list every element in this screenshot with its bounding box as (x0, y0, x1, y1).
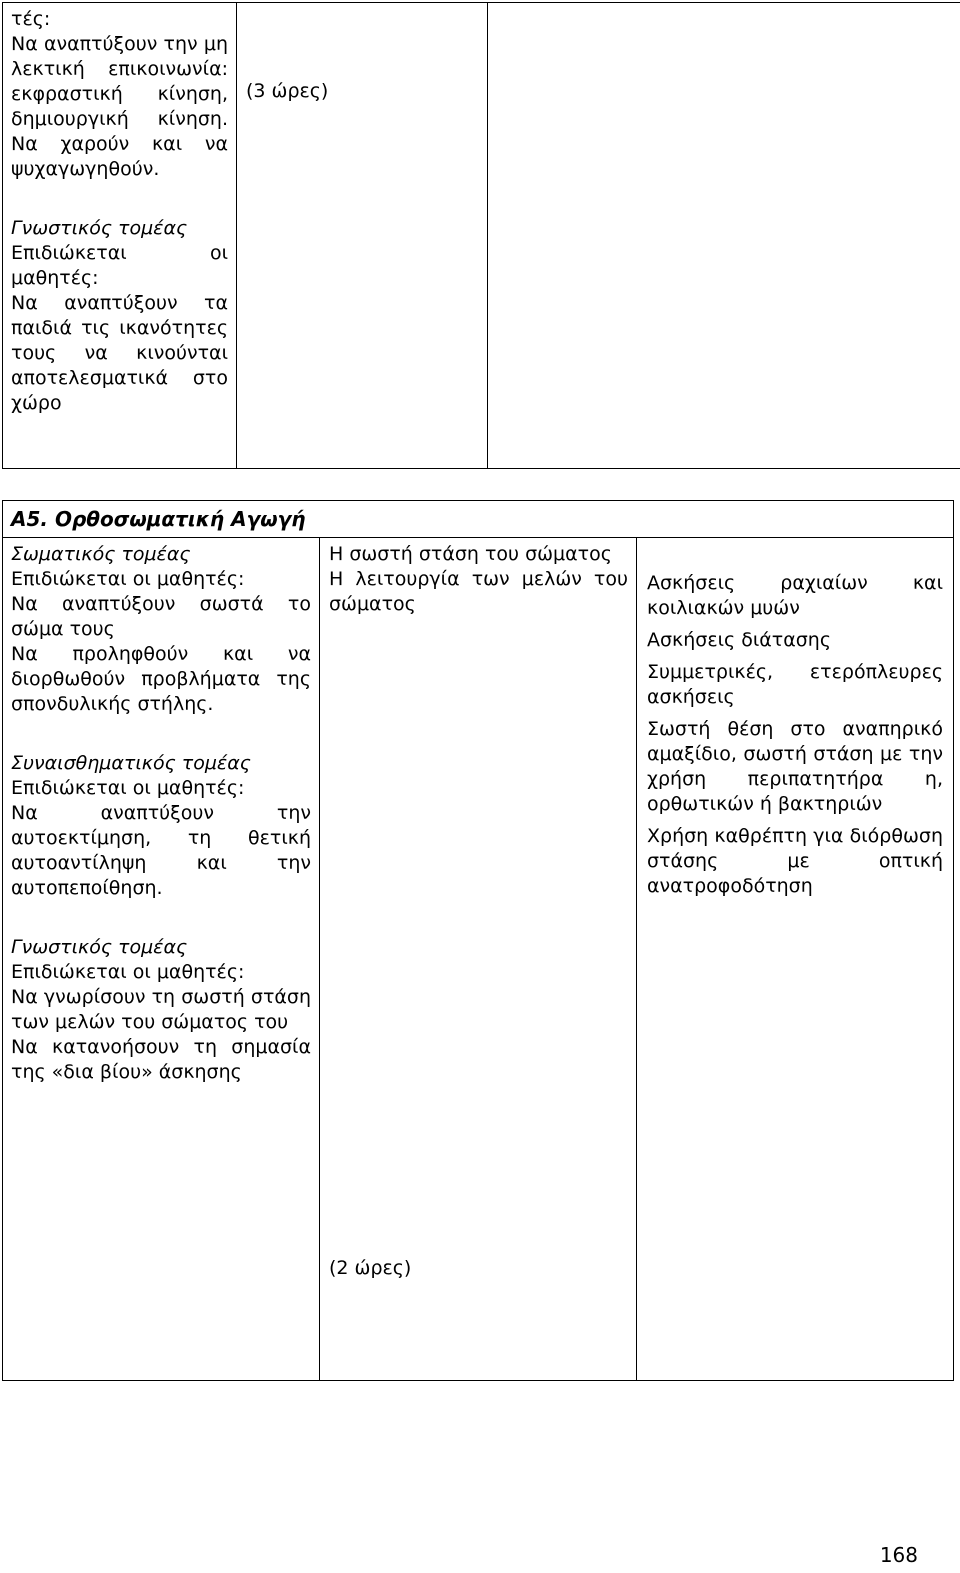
table-row (3, 538, 954, 1381)
activity-item: Συμμετρικές, ετερόπλευρες ασκήσεις (647, 661, 943, 708)
section-heading-row (3, 501, 954, 538)
objective-paragraph: Να αναπτύξουν σωστά το σώμα τους (11, 593, 311, 640)
objective-paragraph: Επιδιώκεται οι μαθητές: (11, 242, 228, 289)
objective-paragraph: Σωματικός τομέας (11, 543, 191, 565)
content-item: Η σωστή στάση του σώματος (329, 543, 612, 565)
curriculum-table-top (2, 2, 960, 469)
section-heading: Α5. Ορθοσωματική Αγωγή (3, 501, 954, 538)
activity-item: Ασκήσεις ραχιαίων και κοιλιακών μυών (647, 572, 943, 619)
objective-paragraph: Γνωστικός τομέας (11, 936, 188, 958)
objective-paragraph: Να γνωρίσουν τη σωστή στάση των μελών του σώματος του (11, 986, 311, 1033)
objective-paragraph: Επιδιώκεται οι μαθητές: (11, 777, 245, 799)
page-number: 168 (879, 1543, 918, 1567)
curriculum-table-bottom (2, 500, 954, 1381)
hours-label: (3 ώρες) (246, 80, 329, 102)
hours-label: (2 ώρες) (329, 1257, 412, 1279)
table-row (3, 3, 960, 469)
objective-paragraph: Επιδιώκεται οι μαθητές: (11, 961, 245, 983)
activity-item: Ασκήσεις διάτασης (647, 629, 831, 651)
objective-paragraph: Να προληφθούν και να διορθωθούν προβλήματα της σπονδυλικής στήλης. (11, 643, 311, 715)
objectives-cell (3, 3, 237, 469)
activities-cell (637, 538, 954, 1381)
objective-paragraph: Επιδιώκεται οι μαθητές: (11, 568, 245, 590)
objectives-cell (3, 538, 320, 1381)
objective-paragraph: Γνωστικός τομέας (11, 217, 188, 239)
activity-item: Χρήση καθρέπτη για διόρθωση στάσης με οπτική ανατροφοδότηση (647, 825, 943, 897)
objective-paragraph: Να αναπτύξουν τα παιδιά τις ικανότητες τους να κινούνται αποτελεσματικά στο χώρο (11, 292, 228, 414)
objective-paragraph: Να αναπτύξουν την μη λεκτική επικοινωνία: εκφραστική κίνηση, δημιουργική κίνηση. Να χαρούν και να ψυχαγωγηθούν. (11, 33, 228, 180)
objective-paragraph: τές: (11, 8, 51, 30)
objective-paragraph: Συναισθηματικός τομέας (11, 752, 251, 774)
content-cell (237, 3, 488, 469)
content-cell (320, 538, 637, 1381)
activity-item: Σωστή θέση στο αναπηρικό αμαξίδιο, σωστή στάση με την χρήση περιπατητήρα η, ορθωτικών ή βακτηριών (647, 718, 943, 815)
objective-paragraph: Να αναπτύξουν την αυτοεκτίμηση, τη θετική αυτοαντίληψη και την αυτοπεποίθηση. (11, 802, 311, 899)
activities-cell (488, 3, 960, 469)
objective-paragraph: Να κατανοήσουν τη σημασία της «δια βίου» άσκησης (11, 1036, 311, 1083)
content-item: Η λειτουργία των μελών του σώματος (329, 568, 628, 615)
